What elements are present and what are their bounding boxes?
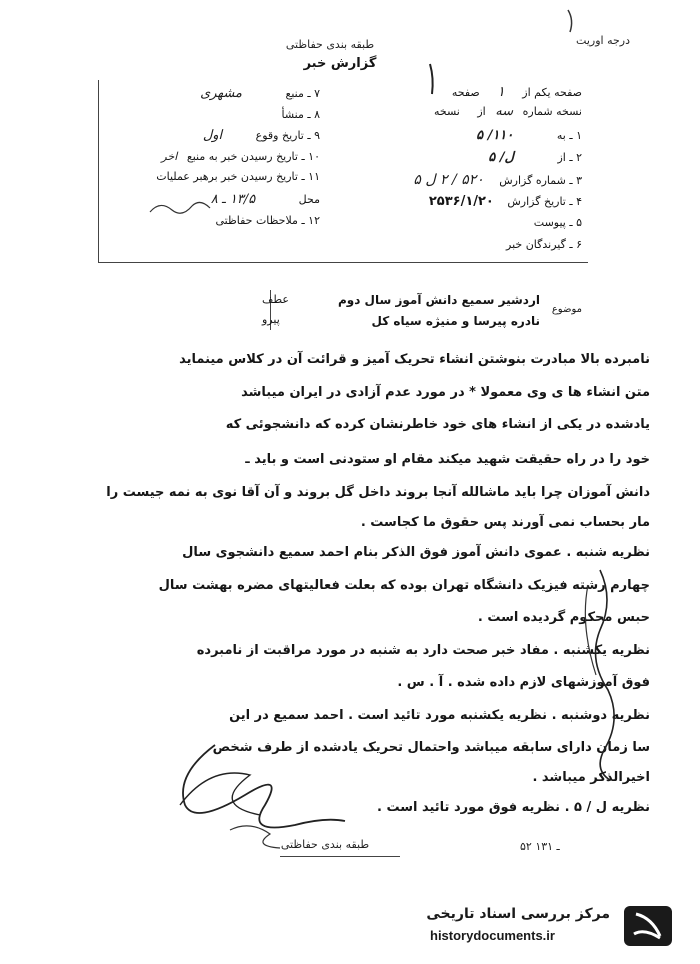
body-line: حبس محکوم گردیده است . bbox=[477, 610, 650, 625]
subject-label: موضوع bbox=[551, 304, 582, 315]
field-receipt-source-value: اخر bbox=[161, 150, 178, 163]
body-line: نظریه دوشنبه . نظریه یکشنبه مورد تائید است . احمد سمیع در این bbox=[229, 708, 650, 723]
body-line: سا زمان دارای سابقه میباشد واحتمال تحریک یادشده از طرف شخص bbox=[212, 740, 650, 755]
field-notes-label: ۱۲ ـ ملاحظات حفاظتی bbox=[215, 214, 320, 227]
body-line: متن انشاء ها ی وی معمولا * در مورد عدم آزادی در ایران میباشد bbox=[241, 385, 650, 400]
subject-line-2: نادره پیرسا و منیژه سیاه کل bbox=[371, 314, 540, 328]
doc-title: گزارش خبر bbox=[303, 56, 377, 71]
watermark-url: historydocuments.ir bbox=[430, 928, 555, 943]
field-copy-label: نسخه شماره bbox=[522, 105, 582, 118]
footer-underline bbox=[280, 856, 400, 857]
field-place-value: ۱۳/۵ ـ ۸ bbox=[210, 192, 256, 207]
body-line: نظریه یکشنبه . مفاد خبر صحت دارد به شنبه در مورد مراقبت از نامبرده bbox=[196, 643, 650, 658]
field-page-sep: صفحه bbox=[451, 86, 480, 99]
watermark-title: مرکز بررسی اسناد تاریخی bbox=[426, 906, 610, 922]
subject-annot-ref: عطف bbox=[262, 293, 289, 306]
field-source-label: ۷ ـ منبع bbox=[285, 87, 320, 100]
field-4-value: ۲۵۳۶/۱/۲۰ bbox=[428, 194, 494, 209]
large-signature bbox=[183, 745, 345, 828]
classification-label: طبقه بندی حفاظتی bbox=[285, 38, 375, 51]
urgency-label: درجه اوریت bbox=[576, 34, 630, 47]
field-6-label: ۶ ـ گیرندگان خبر bbox=[506, 238, 582, 251]
margin-signature bbox=[596, 570, 615, 780]
body-line: دانش آموزان چرا باید ماشالله آنجا بروند داخل گل بروند و آن آقا نوی به نمه جیست را bbox=[106, 485, 650, 500]
field-3-value: ۵۲۰ / ۲ ل ۵ bbox=[413, 172, 484, 188]
field-place-label: محل bbox=[298, 193, 320, 206]
footer-classification-label: طبقه بندی حفاظتی bbox=[280, 838, 370, 851]
scribble-notes bbox=[150, 202, 210, 213]
body-line: چهارم رشته فیزیک دانشگاه تهران بوده که بعلت فعالیتهای مضره بهشت سال bbox=[158, 578, 650, 593]
margin-signature-stroke bbox=[585, 585, 596, 675]
field-3-label: ۳ ـ شماره گزارش bbox=[499, 174, 582, 187]
field-4-label: ۴ ـ تاریخ گزارش bbox=[507, 195, 582, 208]
body-line: نامبرده بالا مبادرت بنوشتن انشاء تحریک آمیز و قرائت آن در کلاس مینماید bbox=[179, 352, 650, 367]
field-receipt-source-label: ۱۰ ـ تاریخ رسیدن خبر به منبع bbox=[186, 150, 320, 163]
body-line: فوق آموزشهای لازم داده شده . آ . س . bbox=[397, 675, 650, 690]
field-2-value: ل/ ۵ bbox=[488, 150, 514, 165]
field-copy-suffix: نسخه bbox=[434, 105, 460, 118]
field-origin-label: ۸ ـ منشأ bbox=[281, 108, 320, 121]
field-1-value: ۱۱۰/ ۵ bbox=[476, 128, 514, 143]
footer-code: ۵۲ ـ ۱۳۱ bbox=[520, 840, 560, 853]
watermark-logo-icon bbox=[622, 904, 674, 948]
field-source-value: مشهری bbox=[200, 86, 242, 101]
field-copy-sep: از bbox=[477, 105, 486, 118]
body-line: یادشده در یکی از انشاء های خود خاطرنشان کرده که دانشجوئی که bbox=[225, 417, 650, 432]
body-line: خود را در راه حقیقت شهید میکند مقام او ستودنی است و باید ـ bbox=[245, 452, 650, 467]
field-5-label: ۵ ـ پیوست bbox=[533, 216, 582, 229]
scribble-top bbox=[568, 10, 572, 32]
field-2-label: ۲ ـ از bbox=[557, 151, 582, 164]
field-event-date-value: اول bbox=[202, 128, 223, 143]
field-page-label: صفحه یکم از bbox=[522, 86, 582, 99]
scribble-page bbox=[430, 64, 433, 94]
body-line: نظریه شنبه . عموی دانش آموز فوق الذکر بنام احمد سمیع دانشجوی سال bbox=[182, 545, 650, 560]
field-page-value: ۱ bbox=[497, 84, 505, 100]
body-line: نظریه ل / ۵ . نظریه فوق مورد تائید است . bbox=[376, 800, 650, 815]
field-copy-value: سه bbox=[495, 104, 514, 119]
subject-annot-follow: پیرو bbox=[262, 313, 280, 326]
field-1-label: ۱ ـ به bbox=[556, 129, 582, 142]
body-line: مار بحساب نمی آورند پس حقوق ما کجاست . bbox=[360, 515, 650, 530]
body-line: اخیرالذکر میباشد . bbox=[532, 770, 650, 785]
field-event-date-label: ۹ ـ تاریخ وقوع bbox=[255, 129, 320, 142]
subject-line-1: اردشیر سمیع دانش آموز سال دوم bbox=[337, 293, 540, 307]
field-receipt-ops-label: ۱۱ ـ تاریخ رسیدن خبر برهبر عملیات bbox=[156, 170, 320, 183]
